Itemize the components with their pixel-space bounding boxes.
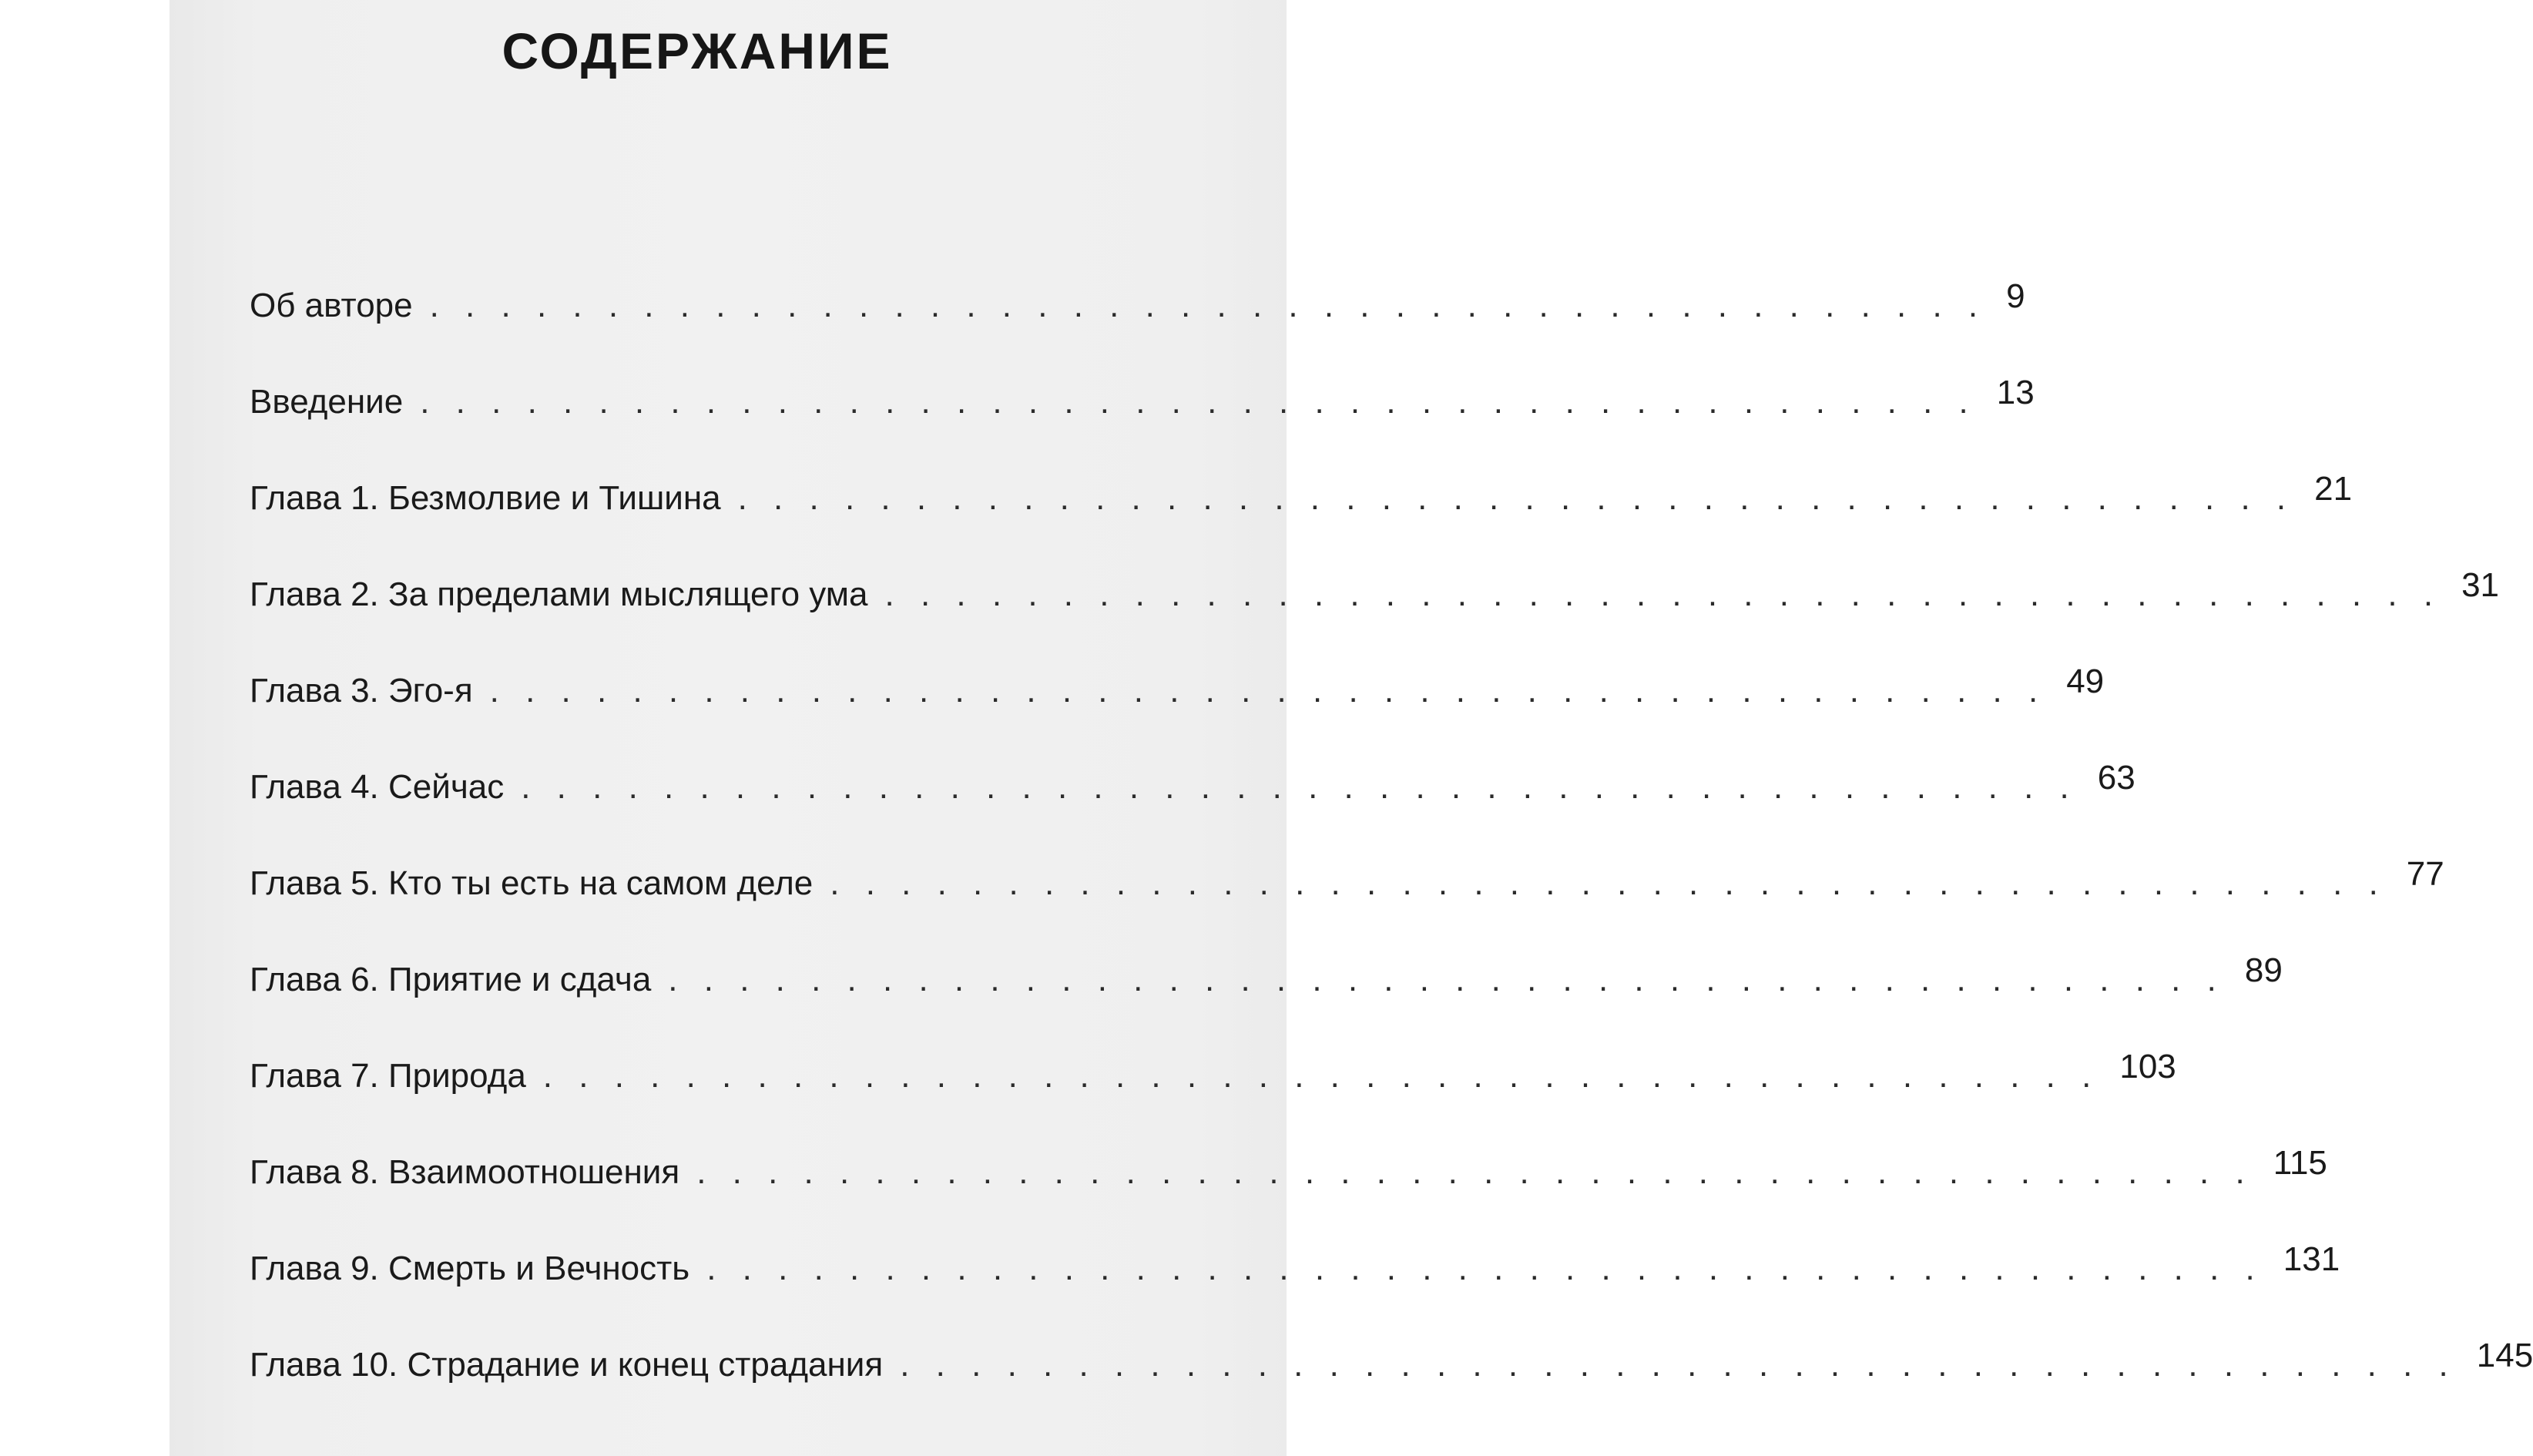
entry-page-number: 115: [2273, 1144, 2327, 1182]
dot-leader: . . . . . . . . . . . . . . . . . . . . . . . . . . . . . . . . . . . . . . . . . . . .: [429, 287, 1987, 324]
toc-entry: [247, 855, 2444, 951]
toc-entry: [247, 759, 2135, 855]
entry-title: Глава 2. За пределами мыслящего ума: [250, 575, 868, 613]
entry-title: Об авторе: [250, 287, 413, 324]
entry-page-number: 21: [2314, 470, 2353, 508]
toc-entry: [247, 1144, 2327, 1240]
entry-page-number: 13: [1996, 374, 2035, 411]
toc-entry: [247, 1240, 2340, 1337]
dot-leader: . . . . . . . . . . . . . . . . . . . . . . . . . . . . . . . . . . . . . . . . . . . .: [706, 1250, 2263, 1287]
entry-title: Глава 10. Страдание и конец страдания: [250, 1346, 884, 1384]
toc-entry: [247, 1048, 2176, 1144]
dot-leader: . . . . . . . . . . . . . . . . . . . . . . . . . . . . . . . . . . . . . . . . . . . .: [420, 383, 1977, 421]
entry-title: Глава 4. Сейчас: [250, 768, 505, 806]
table-of-contents: [247, 277, 2533, 1433]
entry-page-number: 89: [2244, 951, 2283, 989]
toc-entry: [247, 1337, 2533, 1433]
dot-leader: . . . . . . . . . . . . . . . . . . . . . . . . . . . . . . . . . . . . . . . . . . . .: [542, 1057, 2100, 1095]
dot-leader: . . . . . . . . . . . . . . . . . . . . . . . . . . . . . . . . . . . . . . . . . . . .: [521, 768, 2078, 806]
toc-entry: [247, 566, 2500, 663]
dot-leader: . . . . . . . . . . . . . . . . . . . . . . . . . . . . . . . . . . . . . . . . . . . .: [489, 672, 2047, 710]
entry-page-number: 31: [2461, 566, 2500, 604]
toc-entry: [247, 951, 2283, 1048]
entry-title: Глава 8. Взаимоотношения: [250, 1153, 680, 1191]
dot-leader: . . . . . . . . . . . . . . . . . . . . . . . . . . . . . . . . . . . . . . . . . . . .: [884, 575, 2442, 613]
entry-page-number: 63: [2097, 759, 2135, 797]
entry-title: Глава 9. Смерть и Вечность: [250, 1250, 690, 1287]
entry-page-number: 103: [2119, 1048, 2176, 1085]
entry-title: Введение: [250, 383, 404, 421]
entry-title: Глава 7. Природа: [250, 1057, 526, 1095]
entry-title: Глава 3. Эго-я: [250, 672, 473, 710]
entry-title: Глава 1. Безмолвие и Тишина: [250, 479, 721, 517]
entry-page-number: 131: [2283, 1240, 2340, 1278]
toc-entry: [247, 277, 2025, 374]
dot-leader: . . . . . . . . . . . . . . . . . . . . . . . . . . . . . . . . . . . . . . . . . . . .: [668, 961, 2225, 998]
page-title: СОДЕРЖАНИЕ: [502, 22, 893, 79]
toc-entry: [247, 374, 2035, 470]
entry-page-number: 49: [2066, 663, 2105, 700]
entry-title: Глава 5. Кто ты есть на самом деле: [250, 864, 814, 902]
entry-page-number: 9: [2006, 277, 2025, 315]
dot-leader: . . . . . . . . . . . . . . . . . . . . . . . . . . . . . . . . . . . . . . . . . . . .: [696, 1153, 2253, 1191]
dot-leader: . . . . . . . . . . . . . . . . . . . . . . . . . . . . . . . . . . . . . . . . . . . .: [737, 479, 2295, 517]
entry-title: Глава 6. Приятие и сдача: [250, 961, 652, 998]
toc-entry: [247, 663, 2105, 759]
toc-entry: [247, 470, 2353, 566]
dot-leader: . . . . . . . . . . . . . . . . . . . . . . . . . . . . . . . . . . . . . . . . . . . .: [830, 864, 2387, 902]
entry-page-number: 77: [2406, 855, 2444, 893]
book-page: [169, 0, 2533, 1456]
entry-page-number: 145: [2476, 1337, 2533, 1374]
dot-leader: . . . . . . . . . . . . . . . . . . . . . . . . . . . . . . . . . . . . . . . . . . . .: [900, 1346, 2457, 1384]
